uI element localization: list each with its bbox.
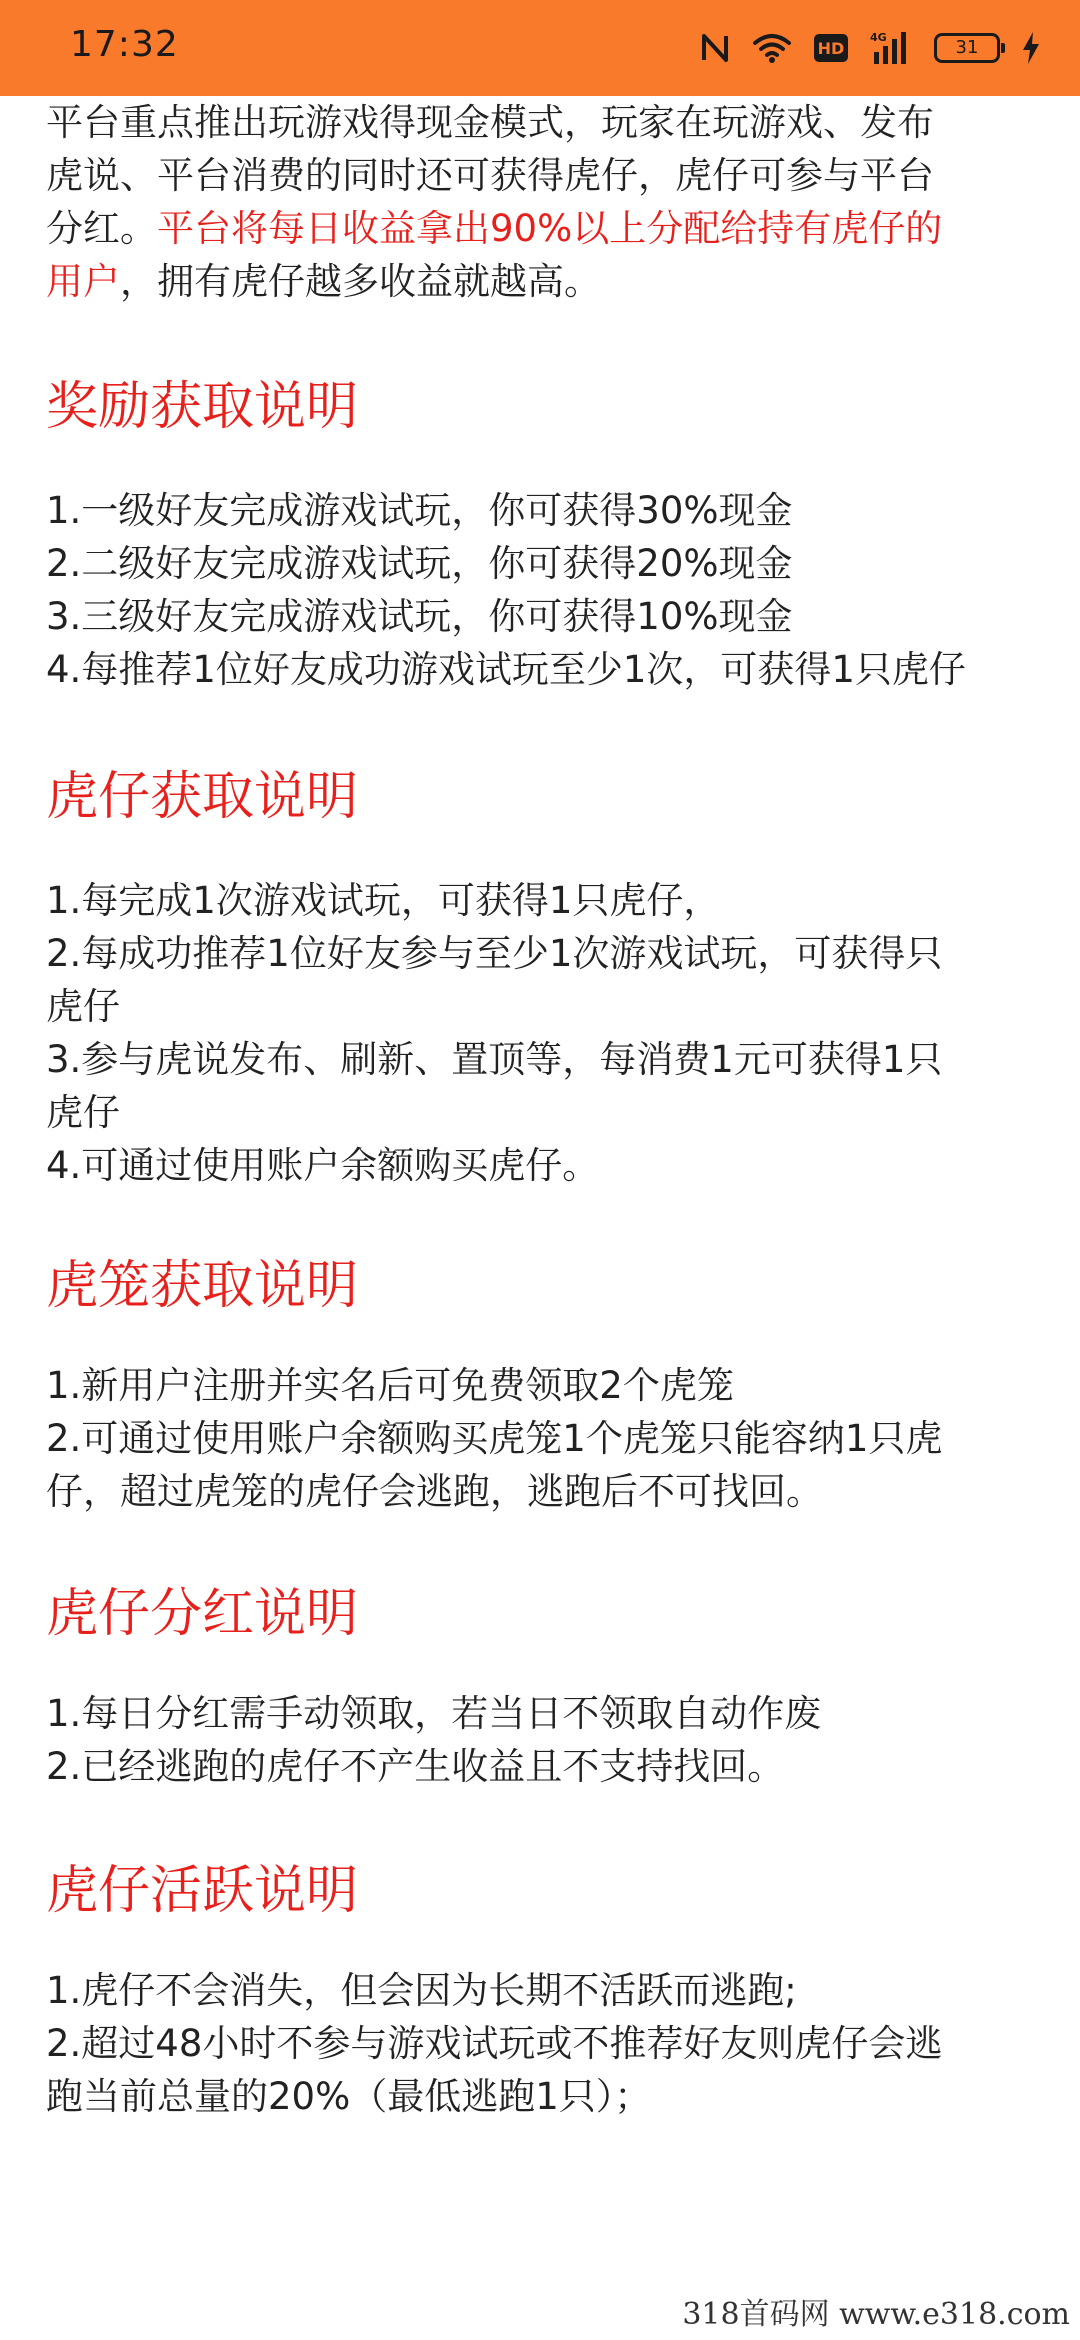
- list-item: 2.每成功推荐1位好友参与至少1次游戏试玩，可获得只: [46, 932, 943, 975]
- list-item: 1.新用户注册并实名后可免费领取2个虎笼: [46, 1364, 734, 1407]
- intro-highlight: 用户: [46, 260, 120, 303]
- charging-icon: [1022, 32, 1040, 64]
- section-dividend: [46, 1584, 1036, 1793]
- section-reward: [46, 377, 1036, 696]
- status-bar: [0, 0, 1080, 96]
- section-list: [46, 1687, 1036, 1793]
- intro-line: [46, 202, 1036, 255]
- article-content: [0, 96, 1080, 2123]
- intro-line: 平台重点推出玩游戏得现金模式，玩家在玩游戏、发布: [46, 101, 934, 144]
- list-item: 3.参与虎说发布、刷新、置顶等，每消费1元可获得1只: [46, 1038, 943, 1081]
- section-huzai-acquire: [46, 767, 1036, 1192]
- section-list: [46, 1964, 1036, 2123]
- status-time: 17:32: [70, 24, 179, 65]
- list-item: 虎仔: [46, 1091, 120, 1134]
- list-item: 1.每日分红需手动领取，若当日不领取自动作废: [46, 1692, 822, 1735]
- section-title: 虎仔分红说明: [46, 1584, 359, 1644]
- intro-text: ，拥有虎仔越多收益就越高。: [120, 260, 601, 303]
- intro-line: [46, 255, 1036, 308]
- intro-text: 分红。: [46, 207, 157, 250]
- wifi-icon: [752, 32, 792, 64]
- section-title: 虎仔获取说明: [46, 767, 359, 827]
- list-item: 仔，超过虎笼的虎仔会逃跑，逃跑后不可找回。: [46, 1470, 823, 1513]
- section-list: [46, 484, 1036, 696]
- intro-highlight: 平台将每日收益拿出90%以上分配给持有虎仔的: [157, 207, 943, 250]
- hd-icon: [814, 34, 848, 62]
- section-activity: [46, 1861, 1036, 2123]
- nfc-icon: [700, 30, 730, 66]
- list-item: 1.虎仔不会消失，但会因为长期不活跃而逃跑;: [46, 1969, 797, 2012]
- intro-line: 虎说、平台消费的同时还可获得虎仔，虎仔可参与平台: [46, 154, 934, 197]
- net-label: 4G: [870, 31, 887, 44]
- section-title: 奖励获取说明: [46, 377, 359, 437]
- section-title: 虎笼获取说明: [46, 1256, 359, 1316]
- hd-label: HD: [817, 39, 845, 58]
- list-item: 1.一级好友完成游戏试玩，你可获得30%现金: [46, 489, 793, 532]
- section-list: [46, 874, 1036, 1192]
- intro-paragraph: [46, 96, 1036, 308]
- 4g-signal-icon: [870, 30, 912, 66]
- list-item: 3.三级好友完成游戏试玩，你可获得10%现金: [46, 595, 793, 638]
- list-item: 2.超过48小时不参与游戏试玩或不推荐好友则虎仔会逃: [46, 2022, 943, 2065]
- list-item: 2.二级好友完成游戏试玩，你可获得20%现金: [46, 542, 793, 585]
- list-item: 虎仔: [46, 985, 120, 1028]
- section-title: 虎仔活跃说明: [46, 1861, 359, 1921]
- list-item: 4.每推荐1位好友成功游戏试玩至少1次，可获得1只虎仔: [46, 648, 966, 691]
- list-item: 1.每完成1次游戏试玩，可获得1只虎仔，: [46, 879, 721, 922]
- list-item: 2.可通过使用账户余额购买虎笼1个虎笼只能容纳1只虎: [46, 1417, 943, 1460]
- status-icons: [700, 26, 1040, 70]
- watermark: 318首码网 www.e318.com: [670, 2290, 1080, 2340]
- section-cage-acquire: [46, 1256, 1036, 1518]
- list-item: 2.已经逃跑的虎仔不产生收益且不支持找回。: [46, 1745, 785, 1788]
- list-item: 4.可通过使用账户余额购买虎仔。: [46, 1144, 600, 1187]
- section-list: [46, 1359, 1036, 1518]
- battery-icon: 31: [934, 33, 1000, 63]
- list-item: 跑当前总量的20%（最低逃跑1只）；: [46, 2075, 652, 2118]
